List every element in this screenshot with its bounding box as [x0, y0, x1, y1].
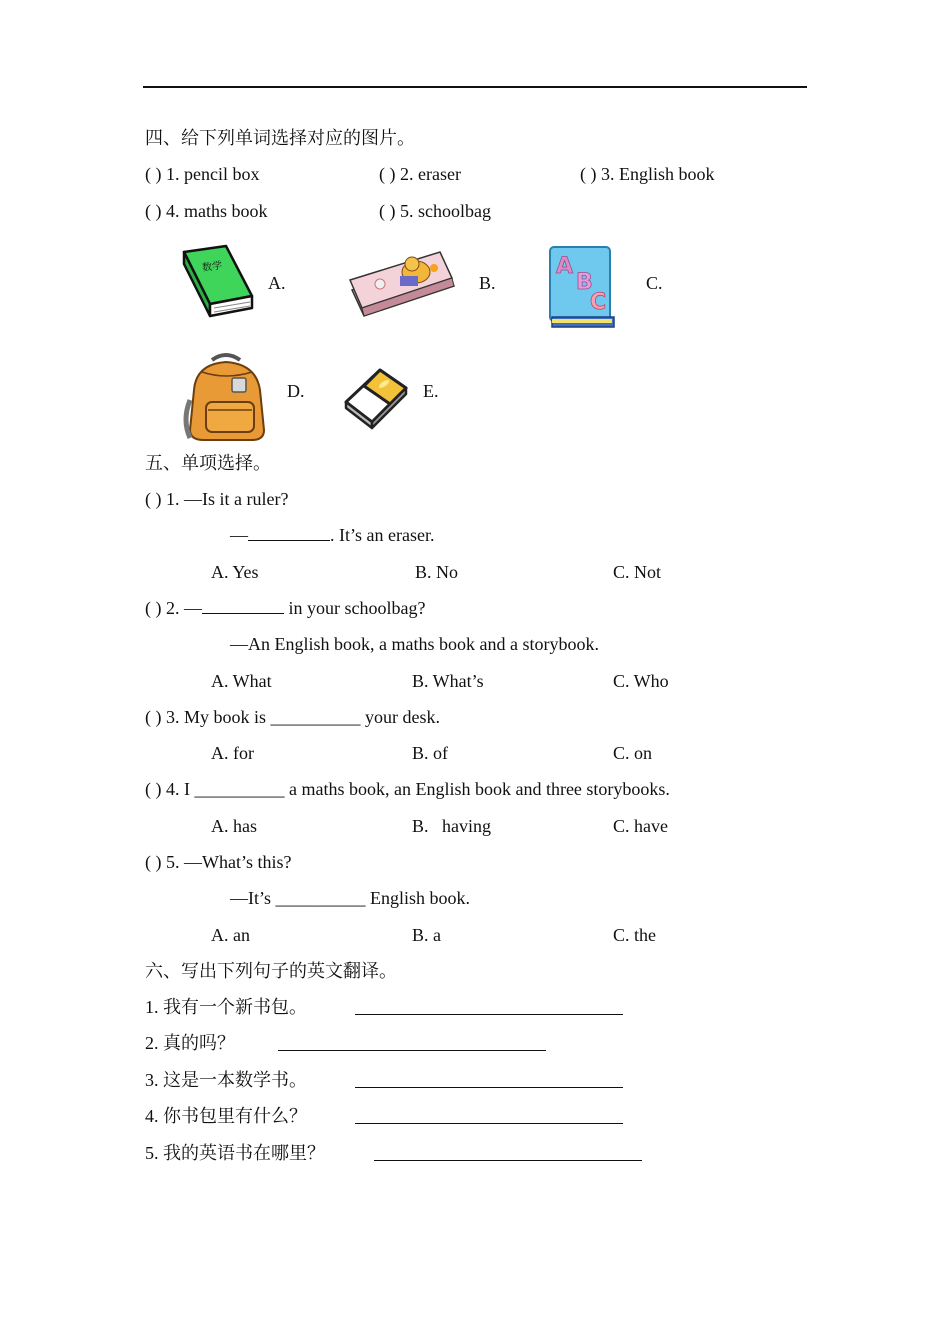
s5-q5-option-a: A. an: [211, 925, 250, 945]
s5-q4-option-b: B. having: [412, 816, 491, 836]
english-book-image: [546, 243, 618, 331]
s6-answer-line-4[interactable]: [355, 1105, 623, 1124]
s5-q1-option-a: A. Yes: [211, 562, 259, 582]
s6-answer-line-3[interactable]: [355, 1069, 623, 1088]
answer-blank: [248, 526, 330, 541]
s5-q1-option-c: C. Not: [613, 562, 662, 582]
s5-q1-reply: — . It’s an eraser.: [230, 525, 435, 545]
pencil-box-image: [346, 250, 458, 320]
svg-text:B: B: [576, 270, 593, 295]
svg-text:A: A: [556, 254, 574, 279]
s5-q5-option-c: C. the: [613, 925, 656, 945]
label-a: A.: [268, 273, 286, 293]
s6-answer-line-5[interactable]: [374, 1142, 642, 1161]
header-rule: [143, 86, 807, 88]
section-6-title: 六、写出下列句子的英文翻译。: [145, 961, 397, 981]
s6-answer-line-2[interactable]: [278, 1032, 546, 1051]
label-c: C.: [646, 273, 663, 293]
maths-book-image: [180, 244, 256, 320]
s5-q3-option-a: A. for: [211, 743, 254, 763]
s5-q5-option-b: B. a: [412, 925, 441, 945]
s6-item-2: 2. 真的吗？: [145, 1033, 235, 1053]
s6-item-4: 4. 你书包里有什么？: [145, 1106, 307, 1126]
s5-q2-option-b: B. What’s: [412, 671, 484, 691]
book-cover-text: 数学: [201, 260, 223, 275]
s4-item-4: ( ) 4. maths book: [145, 201, 268, 221]
s5-q4-option-a: A. has: [211, 816, 257, 836]
answer-blank: [202, 599, 284, 614]
s5-q3-option-b: B. of: [412, 743, 448, 763]
s5-q4-stem: ( ) 4. I __________ a maths book, an English book and three storybooks.: [145, 779, 670, 799]
s6-answer-line-1[interactable]: [355, 996, 623, 1015]
section-5-title: 五、单项选择。: [145, 453, 271, 473]
section-4-title: 四、给下列单词选择对应的图片。: [145, 128, 415, 148]
label-b: B.: [479, 273, 496, 293]
s5-q1-stem: ( ) 1. —Is it a ruler?: [145, 489, 289, 509]
eraser-image: [340, 362, 412, 432]
s4-item-2: ( ) 2. eraser: [379, 164, 461, 184]
s5-q2-option-c: C. Who: [613, 671, 669, 691]
s5-q4-option-c: C. have: [613, 816, 668, 836]
s5-q3-option-c: C. on: [613, 743, 653, 763]
s6-item-1: 1. 我有一个新书包。: [145, 997, 307, 1017]
s6-item-5: 5. 我的英语书在哪里？: [145, 1143, 325, 1163]
s6-item-3: 3. 这是一本数学书。: [145, 1070, 307, 1090]
s5-q3-stem: ( ) 3. My book is __________ your desk.: [145, 707, 440, 727]
s4-item-3: ( ) 3. English book: [580, 164, 715, 184]
s4-item-5: ( ) 5. schoolbag: [379, 201, 491, 221]
s5-q2-option-a: A. What: [211, 671, 272, 691]
svg-text:C: C: [590, 290, 607, 315]
label-e: E.: [423, 381, 439, 401]
s5-q1-option-b: B. No: [415, 562, 459, 582]
s5-q5-stem: ( ) 5. —What’s this?: [145, 852, 292, 872]
s5-q5-reply: —It’s __________ English book.: [230, 888, 471, 908]
s5-q2-stem: ( ) 2. — in your schoolbag?: [145, 598, 426, 618]
s4-item-1: ( ) 1. pencil box: [145, 164, 260, 184]
s5-q2-reply: —An English book, a maths book and a storybook.: [230, 634, 599, 654]
label-d: D.: [287, 381, 305, 401]
schoolbag-image: [182, 350, 272, 444]
